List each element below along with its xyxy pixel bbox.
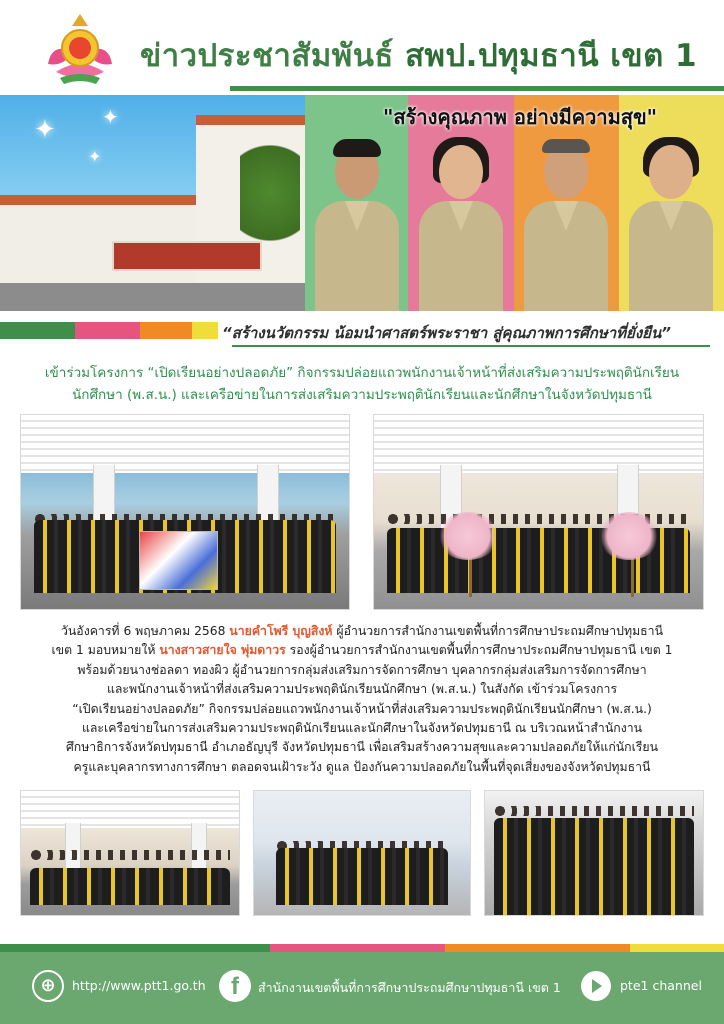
website-link[interactable]: http://www.ptt1.go.th bbox=[72, 978, 206, 993]
article-line-7: ศึกษาธิการจังหวัดปทุมธานี อำเภอธัญบุรี จังหวัดปทุมธานี เพื่อเสริมสร้างความสุขและความปลอดภัยให้แก่นักเรียน bbox=[65, 740, 659, 755]
sparkle-icon: ✦ bbox=[34, 115, 56, 145]
facebook-page-name[interactable]: สำนักงานเขตพื้นที่การศึกษาประถมศึกษาปทุมธานี เขต 1 bbox=[258, 980, 561, 995]
youtube-channel-name[interactable]: pte1 channel bbox=[620, 978, 702, 993]
page-title bbox=[140, 30, 697, 80]
color-strip-pink bbox=[75, 322, 140, 339]
article-text: เขต 1 มอบหมายให้ bbox=[51, 643, 160, 658]
event-photo-5 bbox=[484, 790, 704, 916]
footer-strip-pink bbox=[270, 944, 445, 952]
subtitle-underline bbox=[232, 345, 710, 347]
title-underline bbox=[230, 86, 724, 91]
headline-line-1: เข้าร่วมโครงการ “เปิดเรียนอย่างปลอดภัย” กิจกรรมปล่อยแถวพนักงานเจ้าหน้าที่ส่งเสริมความประพฤตินักเรียน bbox=[44, 365, 680, 381]
youtube-icon[interactable] bbox=[581, 971, 611, 1001]
page-footer bbox=[0, 952, 724, 1024]
office-sign bbox=[112, 241, 262, 271]
event-photo-4 bbox=[253, 790, 471, 916]
ground bbox=[0, 283, 305, 311]
vision-subtitle: “สร้างนวัตกรรม น้อมนำศาสตร์พระราชา สู่คุณภาพการศึกษาที่ยั่งยืน” bbox=[222, 324, 671, 342]
footer-strip-yellow bbox=[630, 944, 724, 952]
article-line-6: และเครือข่ายในการส่งเสริมความประพฤตินักเรียนและนักศึกษาในจังหวัดปทุมธานี ณ บริเวณหน้าสำนักงาน bbox=[81, 721, 643, 736]
banner-slogan: "สร้างคุณภาพ อย่างมีความสุข" bbox=[383, 105, 658, 129]
article-text: วันอังคารที่ 6 พฤษภาคม 2568 bbox=[61, 624, 230, 638]
sparkle-icon: ✦ bbox=[88, 147, 102, 166]
page-header bbox=[0, 0, 724, 95]
agency-emblem-icon bbox=[42, 12, 118, 88]
color-strip-yellow bbox=[192, 322, 218, 339]
event-photo-3 bbox=[20, 790, 240, 916]
article-line-2 bbox=[18, 641, 706, 660]
article-text: ผู้อำนวยการสำนักงานเขตพื้นที่การศึกษาประถมศึกษาปทุมธานี bbox=[332, 624, 663, 638]
news-headline bbox=[20, 362, 704, 406]
event-photo-2 bbox=[373, 414, 704, 610]
color-strip-orange bbox=[140, 322, 192, 339]
sparkle-icon: ✦ bbox=[102, 105, 119, 129]
article-text: รองผู้อำนวยการสำนักงานเขตพื้นที่การศึกษาประถมศึกษาปทุมธานี เขต 1 bbox=[285, 643, 673, 658]
article-line-8: ครูและบุคลากรทางการศึกษา ตลอดจนเฝ้าระวัง ดูแล ป้องกันความปลอดภัยในพื้นที่จุดเสี่ยงของจังหวัดปทุมธานี bbox=[73, 759, 651, 774]
color-strip-green bbox=[0, 322, 75, 339]
portrait-2 bbox=[413, 135, 509, 311]
headline-line-2: นักศึกษา (พ.ส.น.) และเครือข่ายในการส่งเสริมความประพฤตินักเรียนและนักศึกษาในจังหวัดปทุมธานี bbox=[72, 387, 652, 403]
facebook-icon[interactable]: f bbox=[219, 970, 251, 1002]
portrait-3 bbox=[518, 135, 614, 311]
office-building-photo bbox=[0, 95, 305, 311]
office-name: สพป.ปทุมธานี เขต 1 bbox=[405, 38, 698, 74]
portrait-4 bbox=[623, 135, 719, 311]
executive-portraits bbox=[305, 95, 724, 311]
article-body bbox=[18, 622, 706, 777]
title-label: ข่าวประชาสัมพันธ์ bbox=[140, 38, 394, 74]
deputy-director-name: นางสาวสายใจ พุ่มดาวร bbox=[159, 643, 286, 658]
portrait-1 bbox=[309, 135, 405, 311]
hero-banner bbox=[0, 95, 724, 311]
article-line-4: และพนักงานเจ้าหน้าที่ส่งเสริมความประพฤตินักเรียนนักศึกษา (พ.ส.น.) ในสังกัด เข้าร่วมโครงการ bbox=[106, 682, 618, 697]
article-line-5: “เปิดเรียนอย่างปลอดภัย” กิจกรรมปล่อยแถวพนักงานเจ้าหน้าที่ส่งเสริมความประพฤตินักเรียนนักศึกษา (พ.ส.น.) bbox=[72, 701, 652, 716]
event-banner bbox=[139, 531, 218, 589]
article-line-1 bbox=[18, 622, 706, 641]
globe-icon: ⊕ bbox=[32, 970, 64, 1002]
event-photo-1 bbox=[20, 414, 350, 610]
director-name: นายคำโพรี บุญสิงห์ bbox=[229, 624, 333, 638]
footer-strip-orange bbox=[445, 944, 630, 952]
article-line-3: พร้อมด้วยนางช่อลดา ทองผิว ผู้อำนวยการกลุ่มส่งเสริมการจัดการศึกษา บุคลากรกลุ่มส่งเสริมการจัดการศึกษา bbox=[77, 662, 647, 677]
footer-strip-green bbox=[0, 944, 270, 952]
